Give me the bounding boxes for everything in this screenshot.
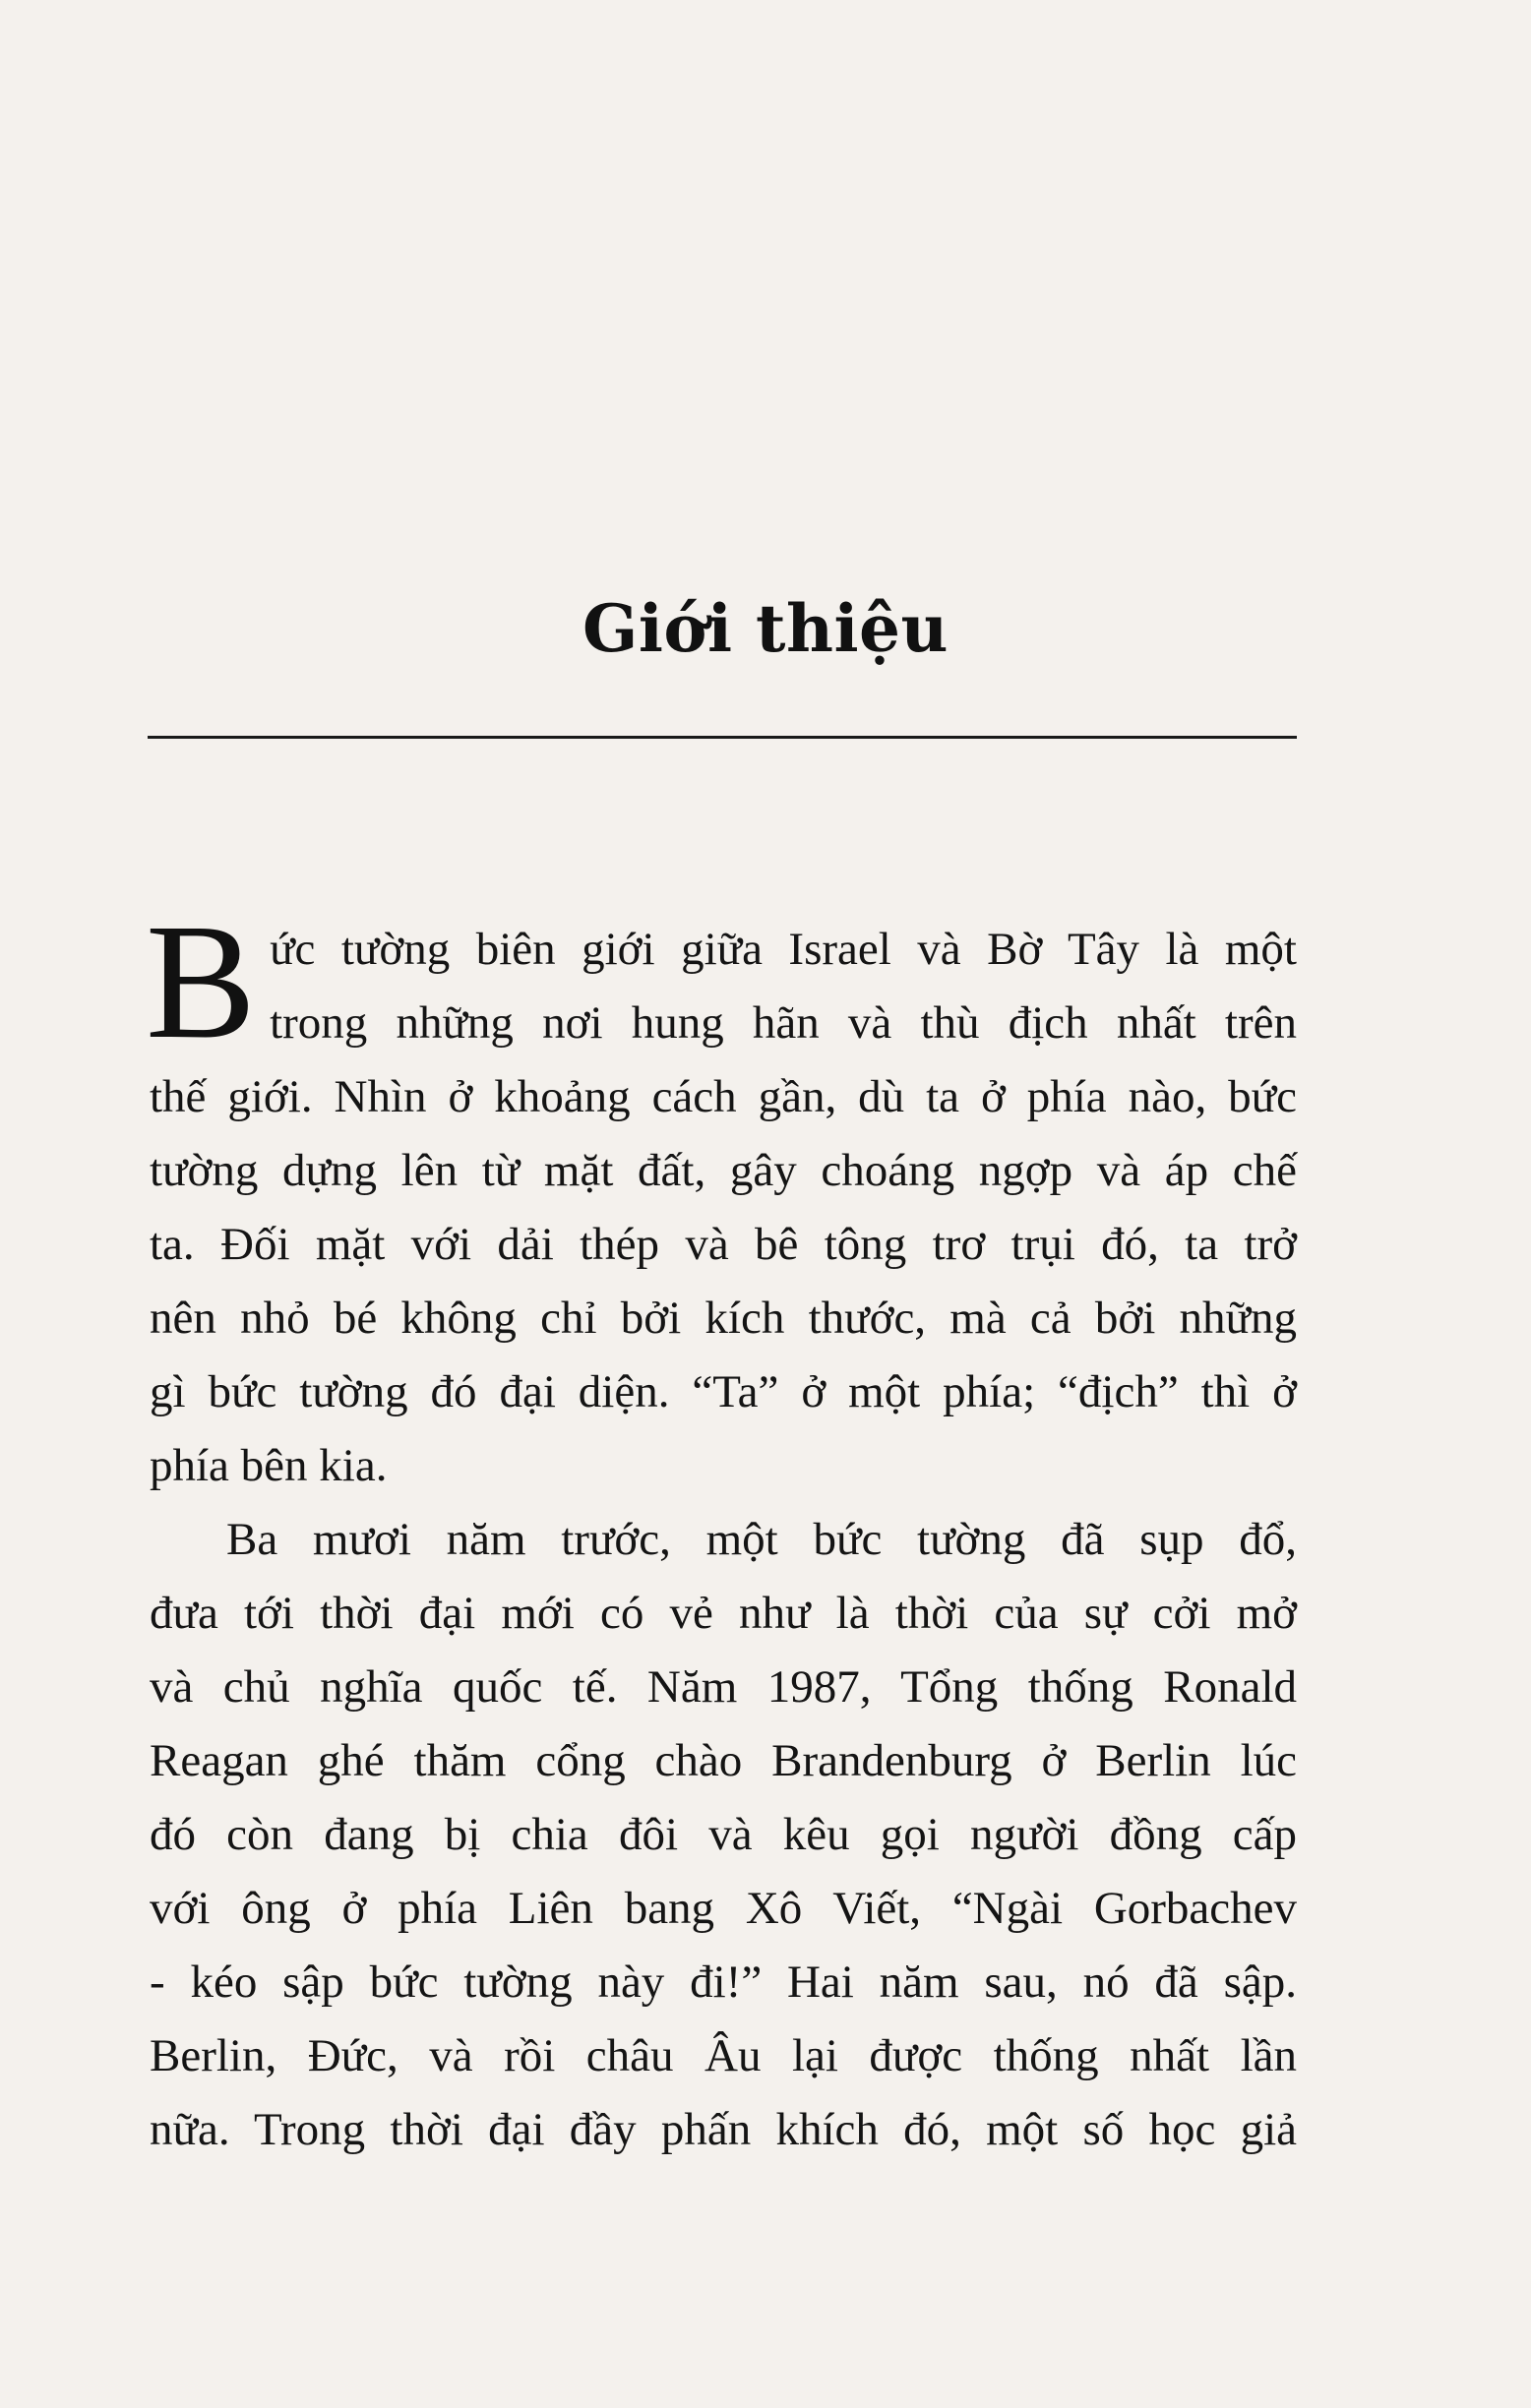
paragraph-1-line: gì bức tường đó đại diện. “Ta” ở một phía; “địch” thì ở bbox=[150, 1366, 1297, 1417]
paragraph-1-line: ta. Đối mặt với dải thép và bê tông trơ trụi đó, ta trở bbox=[150, 1219, 1297, 1270]
paragraph-2-line: và chủ nghĩa quốc tế. Năm 1987, Tổng thống Ronald bbox=[150, 1661, 1297, 1713]
paragraph-1-line: thế giới. Nhìn ở khoảng cách gần, dù ta ở phía nào, bức bbox=[150, 1071, 1297, 1122]
paragraph-2-line: với ông ở phía Liên bang Xô Viết, “Ngài Gorbachev bbox=[150, 1883, 1297, 1934]
paragraph-1-line: trong những nơi hung hãn và thù địch nhất trên bbox=[270, 997, 1297, 1049]
paragraph-1-line: tường dựng lên từ mặt đất, gây choáng ngợp và áp chế bbox=[150, 1145, 1297, 1196]
paragraph-2-line: Ba mươi năm trước, một bức tường đã sụp đổ, bbox=[226, 1514, 1297, 1565]
paragraph-2-line: Reagan ghé thăm cổng chào Brandenburg ở Berlin lúc bbox=[150, 1735, 1297, 1786]
paragraph-2 bbox=[150, 1503, 1297, 2167]
paragraph-2-line: đưa tới thời đại mới có vẻ như là thời của sự cởi mở bbox=[150, 1588, 1297, 1639]
body-text bbox=[146, 890, 1297, 2167]
paragraph-2-line: nữa. Trong thời đại đầy phấn khích đó, một số học giả bbox=[150, 2104, 1297, 2155]
paragraph-2-line: - kéo sập bức tường này đi!” Hai năm sau, nó đã sập. bbox=[150, 1956, 1297, 2008]
chapter-title: Giới thiệu bbox=[582, 590, 949, 667]
paragraph-2-line: đó còn đang bị chia đôi và kêu gọi người đồng cấp bbox=[150, 1809, 1297, 1860]
paragraph-1-line: phía bên kia. bbox=[150, 1440, 388, 1491]
paragraph-1-line: nên nhỏ bé không chỉ bởi kích thước, mà cả bởi những bbox=[150, 1293, 1297, 1344]
drop-cap: B bbox=[146, 890, 257, 1073]
paragraph-2-line: Berlin, Đức, và rồi châu Âu lại được thống nhất lần bbox=[150, 2030, 1297, 2081]
title-divider bbox=[148, 736, 1297, 739]
paragraph-1 bbox=[146, 890, 1297, 1503]
paragraph-1-line: ức tường biên giới giữa Israel và Bờ Tây là một bbox=[270, 924, 1297, 975]
